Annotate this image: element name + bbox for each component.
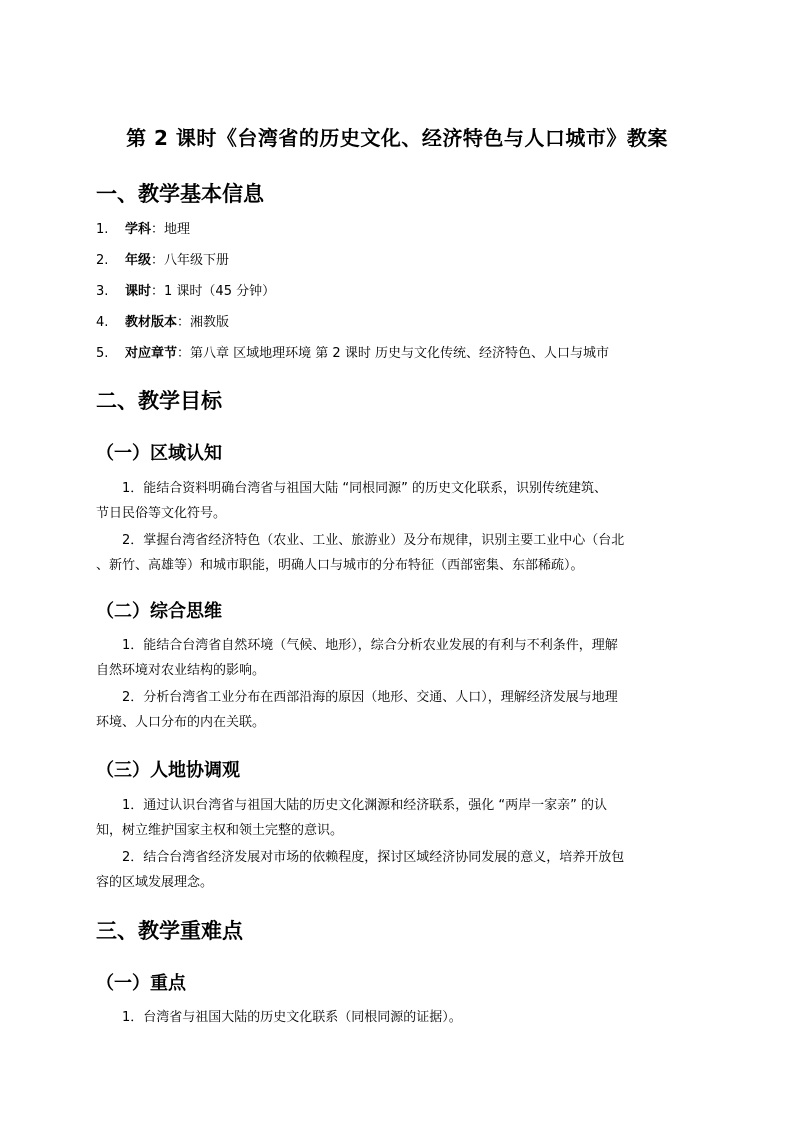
subsection-heading-regional-cognition: （一）区域认知 bbox=[96, 443, 222, 464]
subsection-heading-comprehensive-thinking: （二）综合思维 bbox=[96, 601, 222, 622]
list-item bbox=[96, 218, 190, 237]
paragraph bbox=[96, 793, 696, 843]
paragraph bbox=[96, 528, 696, 578]
paragraph-line: 容的区域发展理念。 bbox=[96, 875, 214, 890]
list-key: 学科 bbox=[125, 222, 152, 237]
list-number: 1. bbox=[96, 222, 109, 237]
paragraph-line: 、新竹、高雄等）和城市职能，明确人口与城市的分布特征（西部密集、东部稀疏）。 bbox=[96, 558, 584, 573]
paragraph-line: 2．分析台湾省工业分布在西部沿海的原因（地形、交通、人口），理解经济发展与地理 bbox=[122, 690, 618, 705]
paragraph-line: 自然环境对农业结构的影响。 bbox=[96, 663, 266, 678]
paragraph-line: 节日民俗等文化符号。 bbox=[96, 506, 227, 521]
paragraph-line: 1．台湾省与祖国大陆的历史文化联系（同根同源的证据）。 bbox=[122, 1010, 462, 1025]
paragraph bbox=[96, 845, 696, 895]
list-item bbox=[96, 311, 229, 330]
list-colon: ： bbox=[151, 222, 165, 237]
section-heading-key-difficult-points: 三、教学重难点 bbox=[96, 919, 243, 943]
list-key: 年级 bbox=[125, 253, 152, 268]
paragraph bbox=[96, 633, 696, 683]
list-value: 八年级下册 bbox=[164, 253, 230, 268]
list-colon: ： bbox=[151, 253, 165, 268]
list-item bbox=[96, 249, 229, 268]
paragraph bbox=[96, 685, 696, 735]
list-value: 第八章 区域地理环境 第 2 课时 历史与文化传统、经济特色、人口与城市 bbox=[190, 346, 609, 361]
paragraph-line: 1．通过认识台湾省与祖国大陆的历史文化渊源和经济联系，强化 “两岸一家亲” 的认 bbox=[122, 798, 608, 813]
list-value: 湘教版 bbox=[190, 315, 230, 330]
section-heading-basic-info: 一、教学基本信息 bbox=[96, 182, 264, 206]
list-number: 3. bbox=[96, 284, 109, 299]
paragraph bbox=[96, 476, 696, 526]
subsection-heading-human-earth-coordination: （三）人地协调观 bbox=[96, 760, 240, 781]
paragraph-line: 2．掌握台湾省经济特色（农业、工业、旅游业）及分布规律，识别主要工业中心（台北 bbox=[122, 533, 625, 548]
paragraph-line: 1．能结合资料明确台湾省与祖国大陆 “同根同源” 的历史文化联系，识别传统建筑、 bbox=[122, 481, 608, 496]
paragraph-line: 2．结合台湾省经济发展对市场的依赖程度，探讨区域经济协同发展的意义，培养开放包 bbox=[122, 850, 625, 865]
document-title: 第 2 课时《台湾省的历史文化、经济特色与人口城市》教案 bbox=[126, 126, 668, 150]
paragraph-line: 环境、人口分布的内在关联。 bbox=[96, 715, 266, 730]
list-number: 4. bbox=[96, 315, 109, 330]
list-item bbox=[96, 280, 275, 299]
list-colon: ： bbox=[151, 284, 165, 299]
list-colon: ： bbox=[177, 346, 191, 361]
list-colon: ： bbox=[177, 315, 191, 330]
list-key: 教材版本 bbox=[125, 315, 178, 330]
list-number: 2. bbox=[96, 253, 109, 268]
paragraph bbox=[96, 1005, 696, 1030]
paragraph-line: 1．能结合台湾省自然环境（气候、地形），综合分析农业发展的有利与不利条件，理解 bbox=[122, 638, 618, 653]
list-key: 对应章节 bbox=[125, 346, 178, 361]
list-number: 5. bbox=[96, 346, 109, 361]
paragraph-line: 知，树立维护国家主权和领土完整的意识。 bbox=[96, 823, 344, 838]
list-key: 课时 bbox=[125, 284, 152, 299]
list-item bbox=[96, 342, 609, 361]
section-heading-objectives: 二、教学目标 bbox=[96, 389, 222, 413]
list-value: 地理 bbox=[164, 222, 191, 237]
list-value: 1 课时（45 分钟） bbox=[164, 284, 276, 299]
subsection-heading-key-points: （一）重点 bbox=[96, 973, 186, 994]
